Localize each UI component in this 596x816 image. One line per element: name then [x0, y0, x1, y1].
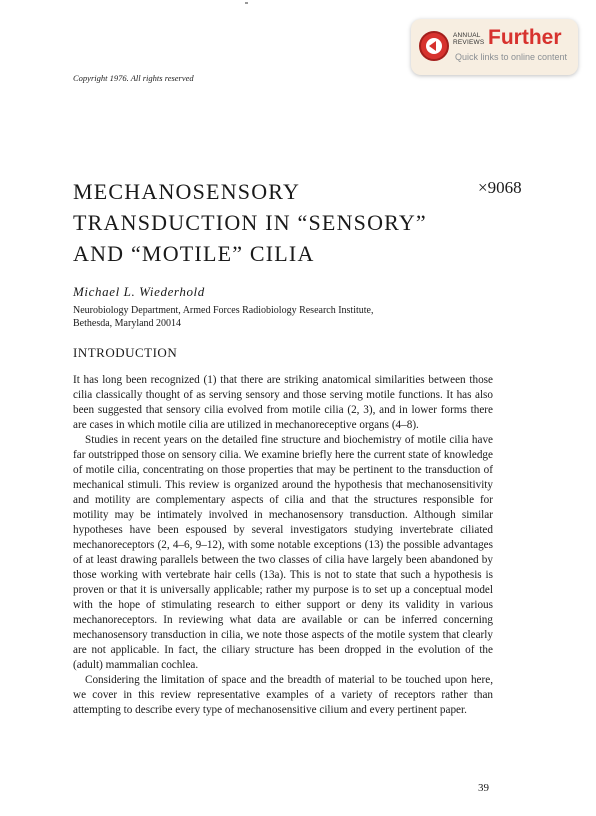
affiliation-line: Bethesda, Maryland 20014	[73, 317, 182, 329]
copyright-notice: Copyright 1976. All rights reserved	[73, 73, 194, 83]
page-number: 39	[478, 782, 489, 794]
author-affiliation	[73, 305, 374, 330]
paragraph: Studies in recent years on the detailed fine structure and biochemistry of motile cilia have far outstripped those on sensory cilia. We examine briefly here the current state of knowledge of motile cilia, concentrating on those properties that may be pertinent to the transduction of mechanical stimuli. This review is organized around the hypothesis that mechanosensitivity and motility are complementary aspects of cilia and that the structures responsible for motility may be intimately involved in mechanosensory transduction. Although similar hypotheses have been espoused by several investigators studying invertebrate ciliated mechanoreceptors (2, 4–6, 9–12), with some notable exceptions (13) the possible advantages of at least drawing parallels between the two classes of cilia have largely been abandoned by those working with vertebrate hair cells (13a). This is not to state that such a hypothesis is proven or that it is universally applicable; rather my purpose is to set up a conceptual model with the hope of stimulating research to either support or deny its validity in various mechanoreceptors. In reviewing what data are available or can be inferred concerning mechanosensory transduction in cilia, we note those aspects of the motile system that clearly are not applicable. In fact, the ciliary structure has been dropped in the evolution of the (adult) mammalian cochlea.	[73, 434, 493, 671]
affiliation-line: Neurobiology Department, Armed Forces Radiobiology Research Institute,	[73, 305, 374, 316]
left-arrow-circle-icon	[419, 31, 449, 61]
title-line: MECHANOSENSORY	[73, 179, 301, 204]
article-title	[73, 176, 483, 269]
paragraph: It has long been recognized (1) that there are striking anatomical similarities between those cilia classically thought of as serving sensory and those serving motile functions. It has also been suggested that sensory cilia evolved from motile cilia (2, 3), and in lower forms there are cases in which motile cilia are utilized in mechanoreceptive organs (4–8).	[73, 374, 493, 431]
body-text	[73, 373, 493, 718]
scan-speck	[245, 2, 248, 4]
author-name: Michael L. Wiederhold	[73, 284, 205, 299]
annual-reviews-label: ANNUAL REVIEWS	[453, 32, 485, 46]
article-code: ×9068	[478, 178, 522, 197]
title-line: TRANSDUCTION IN “SENSORY”	[73, 210, 427, 235]
quick-links-link[interactable]: Quick links to online content	[455, 52, 568, 62]
paragraph: Considering the limitation of space and the breadth of material to be touched upon here, we cover in this review representative examples of a variety of receptors rather than attempting to describe every type of mechanosensitive cilium and every pertinent paper.	[73, 674, 493, 716]
annual-reviews-further-banner[interactable]	[411, 19, 578, 75]
title-line: AND “MOTILE” CILIA	[73, 241, 315, 266]
further-label: Further	[488, 26, 562, 49]
section-heading: INTRODUCTION	[73, 345, 178, 360]
